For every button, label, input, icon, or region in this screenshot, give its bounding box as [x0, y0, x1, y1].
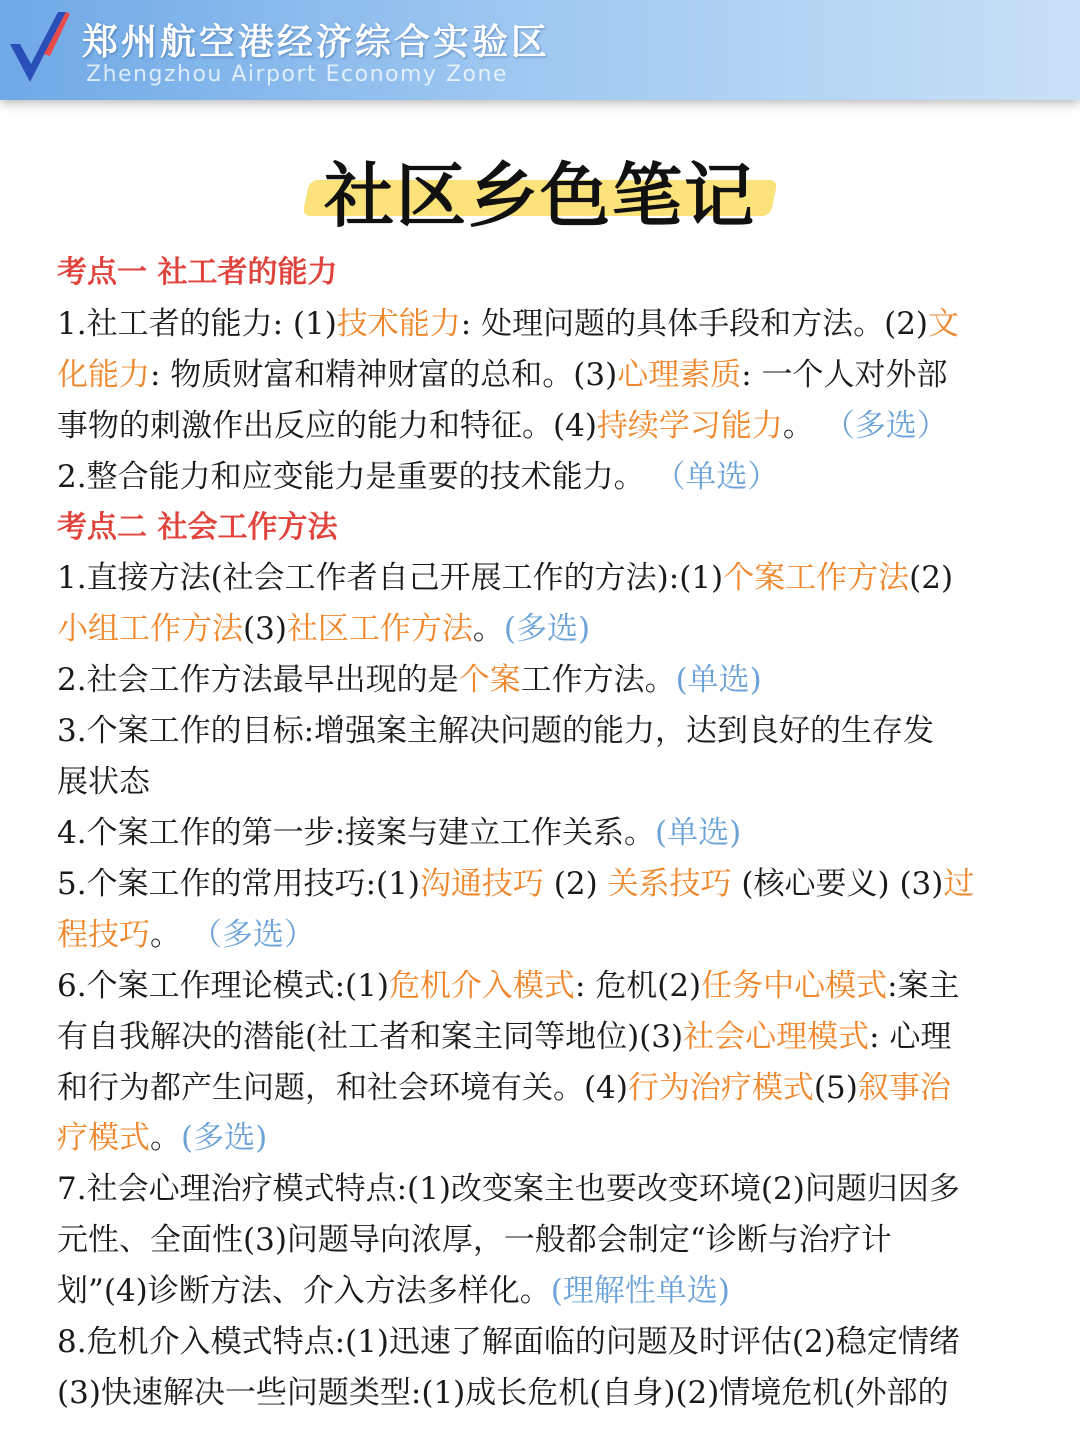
note-line [57, 299, 1047, 350]
zone-logo-icon [4, 4, 74, 94]
text-segment: 2.整合能力和应变能力是重要的技术能力。 [57, 458, 655, 495]
question-type-tag: (单选) [655, 814, 742, 851]
text-segment: 展状态 [57, 764, 150, 801]
note-line [57, 1164, 1047, 1215]
question-type-tag: （单选） [654, 458, 779, 495]
banner-title-en: Zhengzhou Airport Economy Zone [86, 62, 508, 87]
note-line [57, 452, 1047, 503]
key-term: 叙事治 [857, 1069, 951, 1106]
text-segment: (2) [543, 865, 608, 902]
text-segment: (5) [813, 1069, 858, 1106]
key-term: 小组工作方法 [57, 611, 243, 648]
question-type-tag: （多选） [823, 407, 948, 444]
note-line [57, 808, 1047, 859]
text-segment: : 危机(2) [574, 967, 702, 1004]
question-type-tag: （多选） [190, 916, 315, 953]
text-segment: 1.直接方法(社会工作者自己开展工作的方法):(1) [57, 560, 724, 597]
note-line [57, 1113, 1047, 1164]
note-line [57, 1368, 1047, 1419]
note-line [57, 604, 1047, 655]
text-segment: 。 [472, 611, 504, 648]
text-segment: (3) [243, 611, 287, 648]
key-term: 沟通技巧 [419, 865, 544, 902]
text-segment: 事物的刺激作出反应的能力和特征。(4) [57, 407, 597, 444]
key-term: 社区工作方法 [286, 611, 473, 648]
text-segment: 考点二 社会工作方法 [57, 509, 338, 545]
text-segment: 考点一 社工者的能力 [57, 255, 338, 290]
notes-content [57, 248, 1047, 1419]
text-segment: 。 [782, 407, 824, 444]
note-line [57, 1012, 1047, 1063]
key-term: 危机介入模式 [388, 967, 575, 1004]
section-heading [57, 248, 1047, 299]
text-segment: 划”(4)诊断方法、介入方法多样化。 [57, 1273, 551, 1310]
question-type-tag: (多选) [181, 1120, 268, 1157]
text-segment: : 物质财富和精神财富的总和。(3) [150, 356, 618, 393]
text-segment: 3.个案工作的目标:增强案主解决问题的能力，达到良好的生存发 [57, 713, 935, 750]
title-area [0, 140, 1080, 241]
banner-title-cn: 郑州航空港经济综合实验区 [82, 22, 551, 63]
text-segment: 有自我解决的潜能(社工者和案主同等地位)(3) [57, 1018, 684, 1055]
text-segment: (2) [909, 560, 954, 597]
text-segment: 。 [150, 916, 191, 953]
key-term: 化能力 [57, 356, 150, 393]
key-term: 心理素质 [617, 356, 742, 393]
key-term: 关系技巧 [607, 865, 732, 902]
page-title-text: 社区乡色笔记 [324, 155, 756, 237]
key-term: 任务中心模式 [701, 967, 888, 1004]
note-line [57, 350, 1047, 401]
key-term: 技术能力 [336, 305, 461, 342]
key-term: 过 [943, 865, 975, 902]
note-line [57, 1317, 1047, 1368]
question-type-tag: (单选) [675, 662, 762, 699]
text-segment: 2.社会工作方法最早出现的是 [57, 662, 459, 699]
section-heading [57, 503, 1047, 554]
note-line [57, 401, 1047, 452]
key-term: 个案工作方法 [723, 560, 910, 597]
text-segment: 7.社会心理治疗模式特点:(1)改变案主也要改变环境(2)问题归因多 [57, 1171, 960, 1208]
text-segment: 1.社工者的能力: (1) [57, 305, 337, 342]
text-segment: (3)快速解决一些问题类型:(1)成长危机(自身)(2)情境危机(外部的 [57, 1374, 949, 1411]
note-line [57, 757, 1047, 808]
key-term: 行为治疗模式 [627, 1069, 814, 1106]
note-line [57, 553, 1047, 604]
text-segment: 工作方法。 [520, 662, 676, 699]
text-segment: : 一个人对外部 [741, 356, 948, 393]
note-line [57, 655, 1047, 706]
text-segment: :案主 [887, 967, 960, 1004]
text-segment: 5.个案工作的常用技巧:(1) [57, 865, 420, 902]
key-term: 社会心理模式 [683, 1018, 870, 1055]
key-term: 持续学习能力 [596, 407, 783, 444]
header-banner [0, 0, 1080, 100]
question-type-tag: (多选) [503, 611, 591, 648]
note-line [57, 1266, 1047, 1317]
text-segment: 和行为都产生问题，和社会环境有关。(4) [57, 1069, 628, 1106]
page-title [306, 140, 774, 241]
key-term: 程技巧 [57, 916, 150, 953]
note-line [57, 1215, 1047, 1266]
note-line [57, 1063, 1047, 1114]
text-segment: 6.个案工作理论模式:(1) [57, 967, 389, 1004]
text-segment: : 心理 [869, 1018, 952, 1055]
text-segment: (核心要义) (3) [731, 865, 944, 902]
key-term: 个案 [458, 662, 521, 699]
text-segment: 元性、全面性(3)问题导向浓厚，一般都会制定“诊断与治疗计 [57, 1222, 892, 1259]
note-line [57, 910, 1047, 961]
key-term: 文 [928, 305, 960, 342]
question-type-tag: (理解性单选) [550, 1273, 730, 1310]
note-line [57, 706, 1047, 757]
text-segment: 4.个案工作的第一步:接案与建立工作关系。 [57, 814, 656, 851]
key-term: 疗模式 [57, 1120, 150, 1157]
note-line [57, 961, 1047, 1012]
text-segment: : 处理问题的具体手段和方法。(2) [460, 305, 929, 342]
note-line [57, 859, 1047, 910]
text-segment: 8.危机介入模式特点:(1)迅速了解面临的问题及时评估(2)稳定情绪 [57, 1324, 960, 1361]
text-segment: 。 [150, 1120, 181, 1157]
